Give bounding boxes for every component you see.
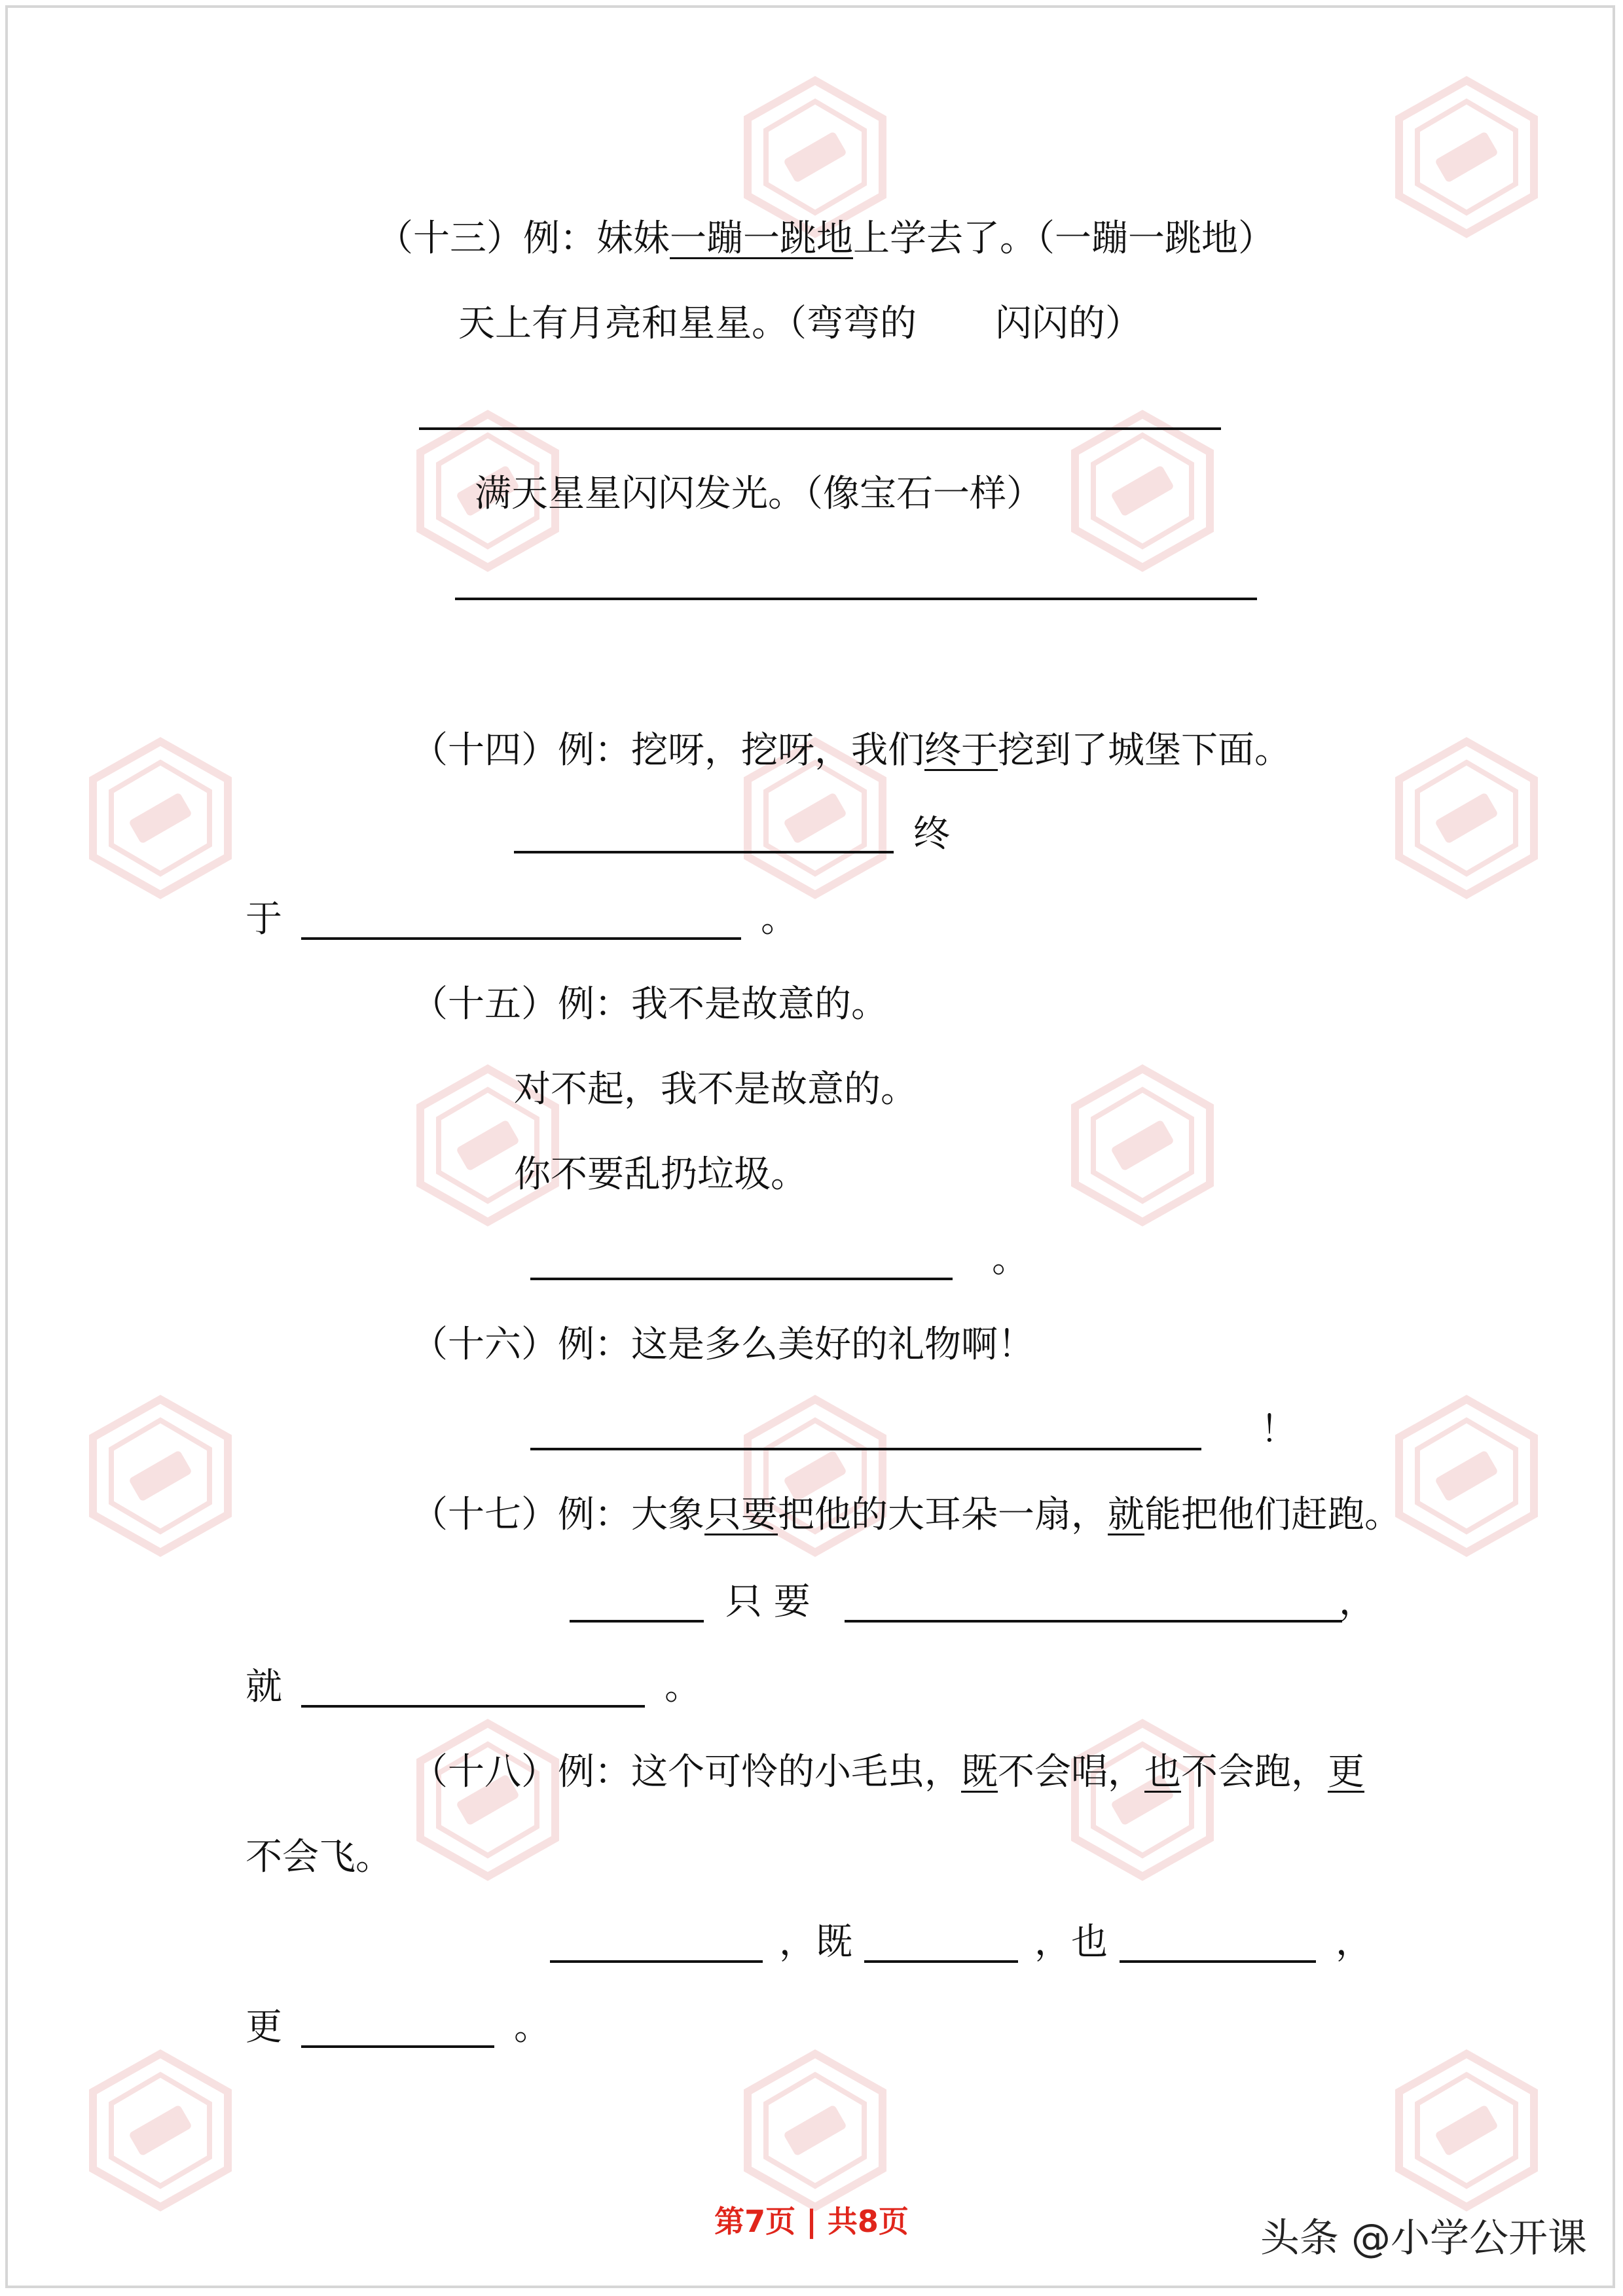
q13-line1 <box>458 301 1142 347</box>
q15-example: （十五）例：我不是故意的。 <box>411 983 888 1026</box>
watermark-hexagon-icon <box>412 1718 563 1882</box>
watermark-hexagon-icon <box>1067 409 1218 573</box>
q14-word-yu: 于 <box>246 898 282 941</box>
q16-example: （十六）例：这是多么美好的礼物啊！ <box>411 1323 1034 1366</box>
watermark-hexagon-icon <box>1067 1718 1218 1882</box>
q13-example <box>376 216 1275 262</box>
q18-example-u1: 既 <box>961 1751 998 1793</box>
q18-answer-line-2[interactable] <box>864 1960 1018 1963</box>
q18-comma-ye: ，也 <box>1034 1921 1108 1964</box>
watermark-hexagon-icon <box>740 75 890 239</box>
q18-example-u3: 更 <box>1328 1751 1364 1793</box>
q17-example <box>411 1492 1401 1538</box>
q17-example-u2: 就 <box>1108 1494 1144 1536</box>
watermark-hexagon-icon <box>1391 2049 1542 2212</box>
q17-word-jiu: 就 <box>246 1666 282 1708</box>
page-number: 第7页 | 共8页 <box>714 2204 909 2239</box>
q18-comma-end: ， <box>1336 1921 1372 1964</box>
watermark-hexagon-icon <box>85 736 236 900</box>
q18-comma-ji: ，既 <box>779 1921 852 1964</box>
q17-answer-line-2[interactable] <box>845 1620 1342 1623</box>
watermark-hexagon-icon <box>1067 1064 1218 1227</box>
q18-example-mid2: 不会跑， <box>1181 1751 1328 1793</box>
source-credit: 头条 @小学公开课 <box>1260 2215 1587 2261</box>
q13-line1-text: 天上有月亮和星星。（弯弯的 <box>458 302 917 345</box>
watermark-hexagon-icon <box>1391 736 1542 900</box>
watermark-hexagon-icon <box>85 1394 236 1558</box>
q18-word-geng: 更 <box>246 2006 282 2049</box>
q17-example-u1: 只要 <box>704 1494 778 1536</box>
q13-example-prefix: （十三）例：妹妹 <box>376 217 670 260</box>
q14-word-zhong: 终 <box>913 813 950 855</box>
q13-example-suffix: 上学去了。（一蹦一跳地） <box>853 217 1275 260</box>
watermark-hexagon-icon <box>85 2049 236 2212</box>
q18-answer-line-4[interactable] <box>301 2045 494 2048</box>
q16-answer-line[interactable] <box>530 1448 1201 1450</box>
q18-example-cont: 不会飞。 <box>246 1836 392 1878</box>
q18-end-punct: 。 <box>514 2006 551 2049</box>
q14-example-suffix: 挖到了城堡下面。 <box>998 729 1291 772</box>
q13-answer-line-2[interactable] <box>455 598 1257 600</box>
q13-line2: 满天星星闪闪发光。（像宝石一样） <box>475 473 1043 515</box>
q18-answer-line-1[interactable] <box>550 1960 763 1963</box>
watermark-hexagon-icon <box>1391 1394 1542 1558</box>
q17-example-suffix: 能把他们赶跑。 <box>1144 1494 1401 1536</box>
q14-answer-line-1[interactable] <box>514 851 894 853</box>
q18-example-prefix: （十八）例：这个可怜的小毛虫， <box>411 1751 961 1793</box>
q15-line1: 对不起，我不是故意的。 <box>514 1068 917 1111</box>
q14-example <box>411 728 1291 774</box>
q14-answer-line-2[interactable] <box>301 937 741 940</box>
q14-end-punct: 。 <box>761 898 797 941</box>
q13-answer-line-1[interactable] <box>419 427 1221 430</box>
watermark-hexagon-icon <box>1391 75 1542 239</box>
q17-answer-line-1[interactable] <box>570 1620 704 1623</box>
q14-example-prefix: （十四）例：挖呀，挖呀，我们 <box>411 729 924 772</box>
q17-example-mid: 把他的大耳朵一扇， <box>778 1494 1108 1536</box>
q13-line1-text-b: 闪闪的） <box>995 302 1142 345</box>
q17-answer-line-3[interactable] <box>301 1705 645 1708</box>
q17-word-zhiyao: 只 要 <box>725 1581 811 1623</box>
watermark-hexagon-icon <box>740 2049 890 2212</box>
q18-example-u2: 也 <box>1144 1751 1181 1793</box>
q18-example-mid1: 不会唱， <box>998 1751 1144 1793</box>
q15-answer-line[interactable] <box>530 1278 953 1280</box>
q13-example-underlined: 一蹦一跳地 <box>670 217 853 260</box>
q18-answer-line-3[interactable] <box>1120 1960 1316 1963</box>
q18-example <box>411 1749 1364 1795</box>
q17-comma: ， <box>1339 1581 1376 1623</box>
q15-end-punct: 。 <box>992 1238 1029 1281</box>
q17-example-prefix: （十七）例：大象 <box>411 1494 704 1536</box>
q14-example-underlined: 终于 <box>924 729 998 772</box>
q15-line2: 你不要乱扔垃圾。 <box>514 1153 807 1196</box>
q16-end-punct: ！ <box>1260 1408 1297 1451</box>
q17-end-punct: 。 <box>665 1666 701 1708</box>
